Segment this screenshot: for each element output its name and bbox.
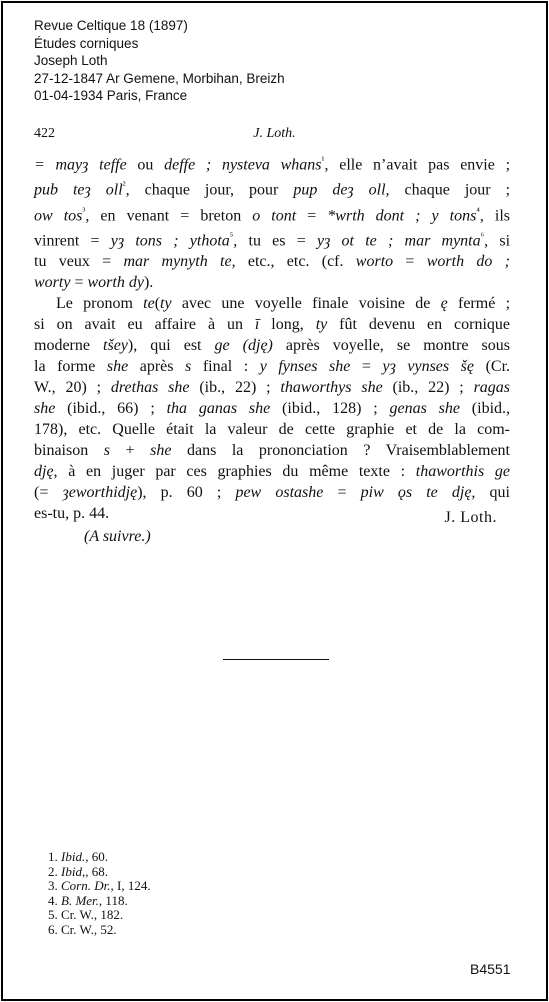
running-head: J. Loth. [253,126,296,141]
section-divider [223,659,329,660]
footnote [48,879,151,894]
text-run: long, [259,316,316,334]
text-run: (ib., 22) ; [189,379,281,397]
continued-note: (A suivre.) [84,528,151,545]
text-run: Ibid,, [61,863,89,879]
text-run: (Cr. [474,358,511,376]
text-run: , tu es = [233,232,317,250]
body-line [34,272,510,293]
text-run: = may [34,156,83,174]
body-text [34,150,510,524]
text-run: I, 124. [113,878,151,893]
text-run: pub te [34,181,85,199]
text-run: , en venant = breton [85,206,253,224]
catalog-code: B4551 [470,961,511,977]
text-run: ( [154,295,161,313]
text-run: yȝ tons ; ythota [110,232,230,250]
text-run: après voyelle, se montre sous [272,337,511,355]
text-run: ³ [82,205,86,217]
body-line [34,377,510,398]
text-run: B. Mer., [61,892,103,908]
text-run: final : [191,358,260,376]
body-line [34,335,510,356]
journal-title: Revue Celtique 18 (1897) [34,18,188,33]
text-run: genas she [389,400,460,418]
text-run: , elle n’avait pas envie ; [324,156,511,174]
body-line [34,175,510,200]
text-run: te [143,295,155,313]
body-line [34,314,510,335]
text-run: ī [254,316,260,334]
text-run: ou [126,156,165,174]
text-run: vinrent = [34,232,111,250]
body-line [34,251,510,272]
body-line [34,356,510,377]
author-birth: 27-12-1847 Ar Gemene, Morbihan, Breizh [34,70,285,86]
text-run: worth do ; [426,253,511,271]
body-line [34,440,510,461]
text-run: she [150,442,172,460]
page-number: 422 [34,126,55,141]
text-run: she [106,358,129,376]
text-run: ragas [473,379,511,397]
text-run: , chaque jour, pour [125,181,294,199]
text-run: (ibid., 128) ; [270,400,390,418]
body-line [34,482,510,503]
text-run: s [103,442,110,460]
text-run: 4. [48,892,61,908]
text-run: ⁴ [476,205,480,217]
body-line [34,461,510,482]
text-run: worty [34,274,71,292]
author-death: 01-04-1934 Paris, France [34,88,188,104]
text-run: 5. Cr. W., 182. [48,907,124,922]
text-run: oll, [353,181,390,199]
text-run: 118. [102,892,128,908]
text-run: thaworthys she [280,379,383,397]
text-run: Le pronom [56,295,144,313]
citation-header [34,17,285,105]
text-run: , si [484,232,511,250]
text-run: ȝ [82,156,89,174]
text-run: dję [34,463,54,481]
text-run: 3. [48,878,61,893]
text-run: = [350,358,383,376]
text-run: = [393,253,427,271]
text-run: teffe [88,156,127,174]
text-run: deffe ; nysteva whans [164,156,322,174]
text-run: binaison [34,442,104,460]
text-run: ge (dję) [214,337,273,355]
body-line [34,226,510,251]
text-run: thaworthis ge [415,463,511,481]
text-run: drethas she [110,379,190,397]
text-run: W., 20) ; [34,379,111,397]
text-run: etc., etc. (cf. [235,253,356,271]
text-run: pew ostashe [235,484,324,502]
text-run: 60. [88,849,108,864]
text-run: = [70,274,88,292]
text-run: (= [34,484,63,502]
text-run: ȝ [84,181,91,199]
text-run: worth dy [87,274,144,292]
footnote [48,923,151,938]
text-run: ȝ [347,181,354,199]
text-run: ), qui est [127,337,215,355]
text-run: tšey [103,337,128,355]
text-run: ty [160,295,172,313]
text-run: ), p. 60 ; [137,484,236,502]
section-title: Études corniques [34,35,139,51]
body-line [34,150,510,175]
text-run: worto [355,253,394,271]
text-run: ² [122,180,126,192]
text-run: ⁵ [229,230,234,242]
text-run: tha ganas she [166,400,271,418]
footnote [48,908,151,923]
author-name: Joseph Loth [34,53,108,69]
text-run: (ib., 22) ; [382,379,474,397]
text-run: piw ǫs te dję, [360,484,476,502]
text-run: (ibid., [459,400,511,418]
signature: J. Loth. [444,509,497,526]
body-line [34,419,510,440]
text-run: ⁶ [480,230,485,242]
text-run: *wrth dont ; y tons [327,206,477,224]
text-run: = [323,484,361,502]
text-run: avec une voyelle finale voisine de [171,295,441,313]
text-run: , à en juger par ces graphies du même texte : [53,463,416,481]
text-run: pup de [293,181,348,199]
body-line [34,201,510,226]
footnotes [48,850,151,937]
text-run: oll [90,181,123,199]
text-run: mar mynyth te, [123,253,236,271]
text-run: 1. [48,849,61,864]
body-line [34,398,510,419]
body-line [34,293,510,314]
text-run: s [185,358,192,376]
body-line [34,503,510,524]
text-run: fût devenu en cornique [327,316,511,334]
text-run: si on avait eu affaire à un [34,316,255,334]
text-run: 2. [48,863,61,879]
text-run: Ibid., [61,849,89,864]
text-run: Corn. Dr., [61,878,114,893]
text-run: ). [143,274,154,292]
text-run: yȝ ot te ; mar mynta [316,232,481,250]
text-run: ow tos [34,206,83,224]
text-run: ȝeworthidję [62,484,138,502]
text-run: moderne [34,337,104,355]
footnote [48,865,151,880]
text-run: après [128,358,186,376]
text-run: , ils [479,206,511,224]
text-run: ty [315,316,328,334]
footnote [48,850,151,865]
text-run: tu veux = [34,253,124,271]
text-run: y fynses she [259,358,351,376]
text-run: yȝ vynses šę [382,358,475,376]
text-run: (ibid., 66) ; [55,400,167,418]
text-run: 178), etc. Quelle était la valeur de cette graphie et de la com- [34,421,510,439]
text-run: fermé ; [447,295,511,313]
text-run: ¹ [321,155,325,166]
text-run: + [110,442,151,460]
text-run: dans la prononciation ? Vraisemblablement [171,442,511,460]
text-run: es-tu, p. 44. [34,505,110,523]
text-run: = [296,206,328,224]
text-run: la forme [34,358,107,376]
text-run: qui [475,484,511,502]
text-run: 68. [88,863,108,879]
footnote [48,894,151,909]
text-run: ę [440,295,448,313]
text-run: 6. Cr. W., 52. [48,921,117,937]
text-run: o tont [252,206,297,224]
text-run: chaque jour ; [389,181,511,199]
text-run: she [34,400,56,418]
